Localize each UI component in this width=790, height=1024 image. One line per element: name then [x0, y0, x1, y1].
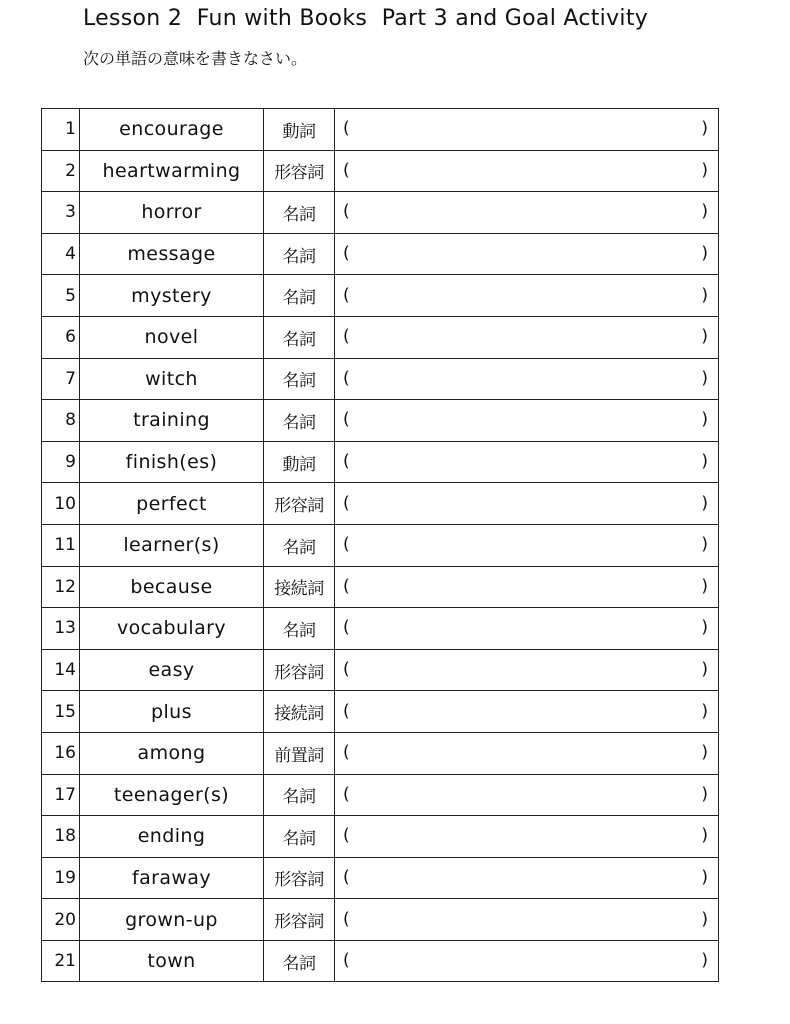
- vocabulary-table: [41, 108, 719, 982]
- part-of-speech: 名詞: [264, 192, 335, 234]
- table-row: [42, 940, 719, 982]
- open-parenthesis: (: [343, 243, 350, 264]
- part-of-speech: 名詞: [264, 233, 335, 275]
- open-parenthesis: (: [343, 118, 350, 139]
- close-parenthesis: ): [701, 701, 708, 722]
- answer-field[interactable]: [335, 608, 719, 650]
- table-row: [42, 857, 719, 899]
- open-parenthesis: (: [343, 784, 350, 805]
- row-number: 13: [42, 608, 80, 650]
- open-parenthesis: (: [343, 909, 350, 930]
- table-row: [42, 649, 719, 691]
- table-row: [42, 691, 719, 733]
- table-row: [42, 524, 719, 566]
- row-number: 7: [42, 358, 80, 400]
- answer-field[interactable]: [335, 732, 719, 774]
- answer-field[interactable]: [335, 483, 719, 525]
- answer-field[interactable]: [335, 233, 719, 275]
- vocabulary-word: town: [80, 940, 264, 982]
- close-parenthesis: ): [701, 659, 708, 680]
- part-of-speech: 接続詞: [264, 566, 335, 608]
- vocabulary-word: novel: [80, 316, 264, 358]
- answer-field[interactable]: [335, 192, 719, 234]
- part-of-speech: 形容詞: [264, 150, 335, 192]
- row-number: 20: [42, 899, 80, 941]
- close-parenthesis: ): [701, 243, 708, 264]
- close-parenthesis: ): [701, 202, 708, 223]
- table-row: [42, 316, 719, 358]
- vocabulary-word: grown-up: [80, 899, 264, 941]
- open-parenthesis: (: [343, 202, 350, 223]
- part-of-speech: 動詞: [264, 441, 335, 483]
- vocabulary-word: because: [80, 566, 264, 608]
- part-of-speech: 名詞: [264, 400, 335, 442]
- table-row: [42, 816, 719, 858]
- answer-field[interactable]: [335, 109, 719, 151]
- part-of-speech: 前置詞: [264, 732, 335, 774]
- part-of-speech: 名詞: [264, 774, 335, 816]
- row-number: 1: [42, 109, 80, 151]
- answer-field[interactable]: [335, 566, 719, 608]
- table-row: [42, 192, 719, 234]
- part-of-speech: 名詞: [264, 608, 335, 650]
- close-parenthesis: ): [701, 326, 708, 347]
- open-parenthesis: (: [343, 618, 350, 639]
- part-of-speech: 形容詞: [264, 483, 335, 525]
- row-number: 18: [42, 816, 80, 858]
- answer-field[interactable]: [335, 691, 719, 733]
- open-parenthesis: (: [343, 410, 350, 431]
- part-of-speech: 動詞: [264, 109, 335, 151]
- answer-field[interactable]: [335, 649, 719, 691]
- vocabulary-word: encourage: [80, 109, 264, 151]
- vocabulary-word: heartwarming: [80, 150, 264, 192]
- table-row: [42, 400, 719, 442]
- table-row: [42, 483, 719, 525]
- close-parenthesis: ): [701, 118, 708, 139]
- table-row: [42, 566, 719, 608]
- close-parenthesis: ): [701, 534, 708, 555]
- vocabulary-word: easy: [80, 649, 264, 691]
- close-parenthesis: ): [701, 160, 708, 181]
- table-row: [42, 899, 719, 941]
- table-row: [42, 275, 719, 317]
- vocabulary-word: learner(s): [80, 524, 264, 566]
- part-of-speech: 形容詞: [264, 857, 335, 899]
- close-parenthesis: ): [701, 618, 708, 639]
- row-number: 6: [42, 316, 80, 358]
- table-row: [42, 233, 719, 275]
- vocabulary-word: finish(es): [80, 441, 264, 483]
- row-number: 8: [42, 400, 80, 442]
- answer-field[interactable]: [335, 524, 719, 566]
- table-row: [42, 358, 719, 400]
- row-number: 4: [42, 233, 80, 275]
- vocabulary-word: message: [80, 233, 264, 275]
- part-of-speech: 形容詞: [264, 649, 335, 691]
- close-parenthesis: ): [701, 451, 708, 472]
- row-number: 16: [42, 732, 80, 774]
- open-parenthesis: (: [343, 825, 350, 846]
- open-parenthesis: (: [343, 285, 350, 306]
- answer-field[interactable]: [335, 358, 719, 400]
- row-number: 21: [42, 940, 80, 982]
- row-number: 9: [42, 441, 80, 483]
- answer-field[interactable]: [335, 899, 719, 941]
- vocabulary-word: witch: [80, 358, 264, 400]
- part-of-speech: 形容詞: [264, 899, 335, 941]
- open-parenthesis: (: [343, 326, 350, 347]
- open-parenthesis: (: [343, 451, 350, 472]
- answer-field[interactable]: [335, 774, 719, 816]
- row-number: 11: [42, 524, 80, 566]
- answer-field[interactable]: [335, 857, 719, 899]
- close-parenthesis: ): [701, 576, 708, 597]
- table-row: [42, 441, 719, 483]
- table-row: [42, 732, 719, 774]
- vocabulary-word: teenager(s): [80, 774, 264, 816]
- vocabulary-word: vocabulary: [80, 608, 264, 650]
- part-of-speech: 名詞: [264, 816, 335, 858]
- table-row: [42, 150, 719, 192]
- part-of-speech: 名詞: [264, 524, 335, 566]
- answer-field[interactable]: [335, 150, 719, 192]
- answer-field[interactable]: [335, 316, 719, 358]
- open-parenthesis: (: [343, 160, 350, 181]
- open-parenthesis: (: [343, 576, 350, 597]
- close-parenthesis: ): [701, 950, 708, 971]
- close-parenthesis: ): [701, 742, 708, 763]
- vocabulary-table-body: [42, 109, 719, 982]
- part-of-speech: 名詞: [264, 275, 335, 317]
- part-of-speech: 名詞: [264, 358, 335, 400]
- close-parenthesis: ): [701, 867, 708, 888]
- open-parenthesis: (: [343, 742, 350, 763]
- vocabulary-word: mystery: [80, 275, 264, 317]
- open-parenthesis: (: [343, 950, 350, 971]
- row-number: 19: [42, 857, 80, 899]
- row-number: 12: [42, 566, 80, 608]
- page-title: Lesson 2 Fun with Books Part 3 and Goal Activity: [83, 6, 649, 31]
- close-parenthesis: ): [701, 285, 708, 306]
- part-of-speech: 名詞: [264, 940, 335, 982]
- row-number: 5: [42, 275, 80, 317]
- vocabulary-word: faraway: [80, 857, 264, 899]
- close-parenthesis: ): [701, 909, 708, 930]
- answer-field[interactable]: [335, 400, 719, 442]
- vocabulary-word: training: [80, 400, 264, 442]
- row-number: 14: [42, 649, 80, 691]
- close-parenthesis: ): [701, 825, 708, 846]
- answer-field[interactable]: [335, 816, 719, 858]
- close-parenthesis: ): [701, 368, 708, 389]
- table-row: [42, 608, 719, 650]
- vocabulary-word: plus: [80, 691, 264, 733]
- table-row: [42, 109, 719, 151]
- open-parenthesis: (: [343, 867, 350, 888]
- close-parenthesis: ): [701, 410, 708, 431]
- answer-field[interactable]: [335, 275, 719, 317]
- vocabulary-word: perfect: [80, 483, 264, 525]
- open-parenthesis: (: [343, 493, 350, 514]
- table-row: [42, 774, 719, 816]
- vocabulary-word: horror: [80, 192, 264, 234]
- instruction-text: 次の単語の意味を書きなさい。: [83, 49, 308, 68]
- close-parenthesis: ): [701, 493, 708, 514]
- vocabulary-word: among: [80, 732, 264, 774]
- part-of-speech: 接続詞: [264, 691, 335, 733]
- answer-field[interactable]: [335, 940, 719, 982]
- open-parenthesis: (: [343, 659, 350, 680]
- row-number: 2: [42, 150, 80, 192]
- vocabulary-word: ending: [80, 816, 264, 858]
- row-number: 10: [42, 483, 80, 525]
- open-parenthesis: (: [343, 368, 350, 389]
- close-parenthesis: ): [701, 784, 708, 805]
- row-number: 17: [42, 774, 80, 816]
- open-parenthesis: (: [343, 701, 350, 722]
- part-of-speech: 名詞: [264, 316, 335, 358]
- open-parenthesis: (: [343, 534, 350, 555]
- row-number: 3: [42, 192, 80, 234]
- row-number: 15: [42, 691, 80, 733]
- answer-field[interactable]: [335, 441, 719, 483]
